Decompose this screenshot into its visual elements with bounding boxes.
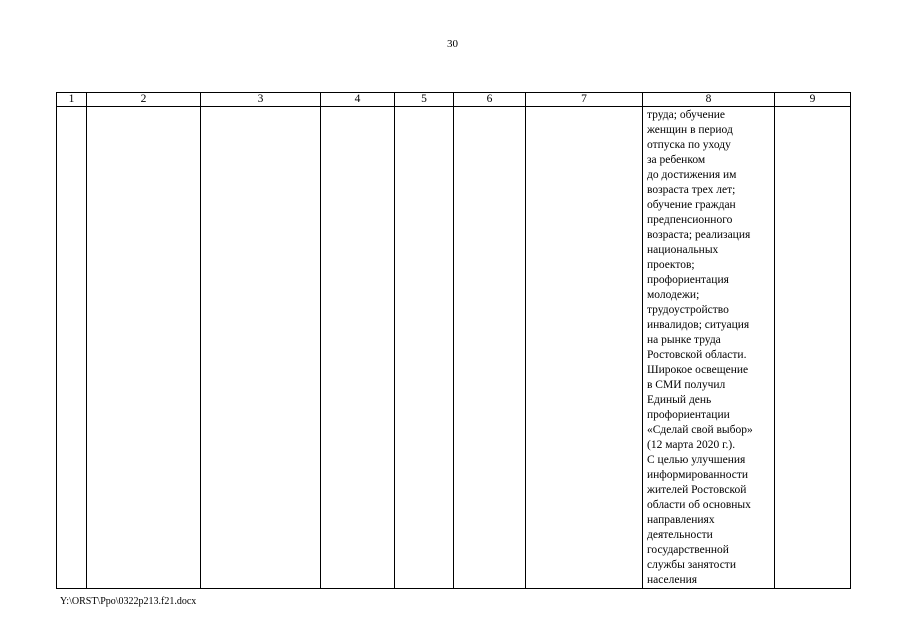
table-header-row: [57, 93, 851, 107]
cell-text: [526, 107, 642, 108]
cell-text: [87, 107, 200, 108]
table-cell-col9: [775, 107, 851, 589]
column-header-6: 6: [454, 93, 526, 107]
table-cell-col2: [87, 107, 201, 589]
table-row: [57, 107, 851, 589]
table-cell-col6: [454, 107, 526, 589]
cell-text: [321, 107, 394, 108]
cell-text: [57, 107, 86, 108]
cell-text: [454, 107, 525, 108]
table-cell-col8: [643, 107, 775, 589]
column-header-4: 4: [321, 93, 395, 107]
page-number: 30: [447, 38, 458, 50]
column-header-9: 9: [775, 93, 851, 107]
table-cell-col3: [201, 107, 321, 589]
column-header-8: 8: [643, 93, 775, 107]
cell-text-col8: труда; обучение женщин в период отпуска по уходу за ребенком до достижения им возраста трех лет; обучение граждан предпенсионного возраста; реализация национальных проектов; профориентация молодежи; трудоустройство инвалидов; ситуация на рынке труда Ростовской области. Широкое освещение в СМИ получил Единый день профориентации «Сделай свой выбор» (12 марта 2020 г.). С целью улучшения информированности жителей Ростовской области об основных направлениях деятельности государственной службы занятости населения: [647, 109, 753, 586]
cell-text: [395, 107, 453, 108]
table-cell-col5: [395, 107, 454, 589]
footer-file-path: Y:\ORST\Ppo\0322p213.f21.docx: [60, 596, 197, 607]
cell-text: [775, 107, 850, 108]
table-cell-col7: [526, 107, 643, 589]
table-cell-col4: [321, 107, 395, 589]
column-header-5: 5: [395, 93, 454, 107]
column-header-3: 3: [201, 93, 321, 107]
document-table: [56, 92, 851, 589]
column-header-2: 2: [87, 93, 201, 107]
cell-text: [201, 107, 320, 108]
table-cell-col1: [57, 107, 87, 589]
column-header-7: 7: [526, 93, 643, 107]
column-header-1: 1: [57, 93, 87, 107]
